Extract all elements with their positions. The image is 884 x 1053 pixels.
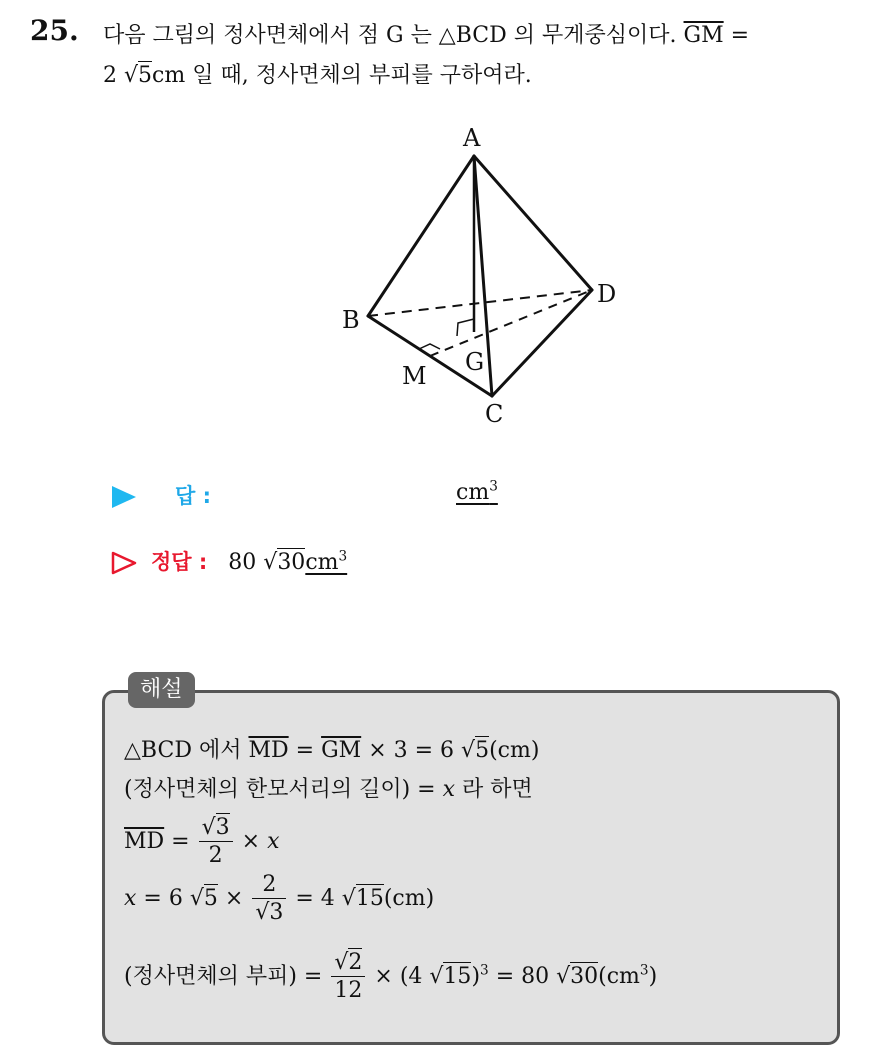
answer-label: 답 : (175, 484, 211, 508)
play-triangle-icon (110, 484, 138, 510)
solution-line-2: (정사면체의 한모서리의 길이) = x 라 하면 (124, 777, 533, 802)
solution-line-5: (정사면체의 부피) = $\frac{√2}{12}$ × (4 √15)$^3$ = 80 $√30(cm^3)$ (124, 950, 658, 1004)
right-angle-m (419, 344, 440, 349)
edge-dc (492, 290, 592, 396)
answer-row (110, 480, 211, 510)
solution-line-3: $\overline{MD}$ = $\frac{√3}{2}$ × x (124, 815, 280, 869)
edge-ad (474, 156, 592, 290)
solution-line-4: x = 6 √5 × $\frac{2}{√3}$ = 4 √15(cm) (124, 872, 435, 926)
label-d: D (597, 280, 617, 308)
segment-gm: $\overline{GM}$ (683, 23, 724, 48)
fraction: $\frac{2}{√3}$ (252, 872, 286, 926)
sqrt-expression: √5 (124, 63, 153, 88)
label-a: A (463, 124, 481, 152)
correct-label: 정답 : (151, 550, 208, 574)
edge-bd-hidden (368, 290, 592, 316)
question-line-1: 다음 그림의 정사면체에서 점 G 는 △BCD 의 무게중심이다. $\overline{GM}$ = (103, 23, 750, 48)
label-g: G (465, 348, 485, 376)
label-b: B (342, 306, 360, 334)
question-number: 25. (30, 14, 79, 47)
edge-ab (368, 156, 474, 316)
question-text: 다음 그림의 정사면체에서 점 G 는 △BCD 의 무게중심이다. (103, 23, 677, 48)
solution-tag: 해설 (128, 672, 195, 708)
right-angle-g (457, 319, 474, 336)
label-c: C (485, 400, 504, 428)
question-line-2: 2 √5cm 일 때, 정사면체의 부피를 구하여라. (103, 63, 532, 88)
label-m: M (402, 362, 427, 390)
correct-value: 80 $√30cm^3$ (228, 548, 348, 575)
fraction: $\frac{√3}{2}$ (199, 815, 233, 869)
fraction: $\frac{√2}{12}$ (331, 950, 365, 1004)
tetrahedron-diagram (330, 118, 617, 438)
outline-triangle-icon (110, 550, 138, 576)
answer-input[interactable]: $cm^3$ (456, 478, 498, 505)
correct-answer-row (110, 546, 347, 576)
solution-line-1: △BCD 에서 $\overline{MD} = \overline{GM} \times 3 = 6$ √5(cm) (124, 738, 540, 763)
